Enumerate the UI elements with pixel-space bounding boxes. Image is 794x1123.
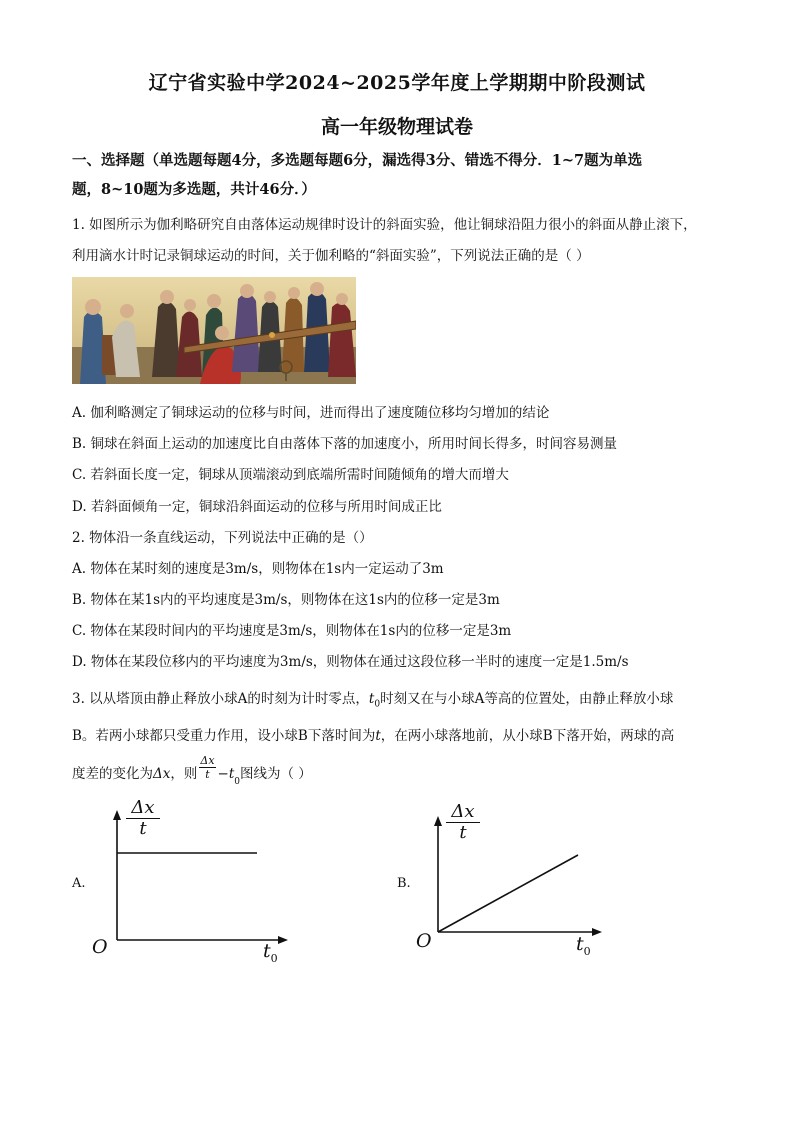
q2-option-d: D. 物体在某段位移内的平均速度为3m/s，则物体在通过这段位移一半时的速度一定是1.5m/s — [72, 654, 629, 670]
q3-stem-3b: ，则 — [170, 766, 198, 782]
q3-stem-1b: 时刻又在与小球A等高的位置处，由静止释放小球 — [380, 691, 674, 707]
q3-t0-symbol-2: t — [228, 766, 235, 782]
graph-b-x-t: t — [576, 933, 584, 955]
graph-b-data-line — [438, 855, 578, 932]
q3-stem-2a: B。若两小球都只受重力作用，设小球B下落时间为 — [72, 728, 376, 744]
q2-option-b: B. 物体在某1s内的平均速度是3m/s，则物体在这1s内的位移一定是3m — [72, 592, 500, 608]
graph-a-origin: O — [92, 936, 108, 958]
q1-option-d: D. 若斜面倾角一定，铜球沿斜面运动的位移与所用时间成正比 — [72, 499, 442, 515]
q1-option-a: A. 伽利略测定了铜球运动的位移与时间，进而得出了速度随位移均匀增加的结论 — [72, 405, 550, 421]
q3-stem-3c: 图线为（ ） — [240, 766, 312, 782]
section-heading — [72, 146, 722, 204]
exam-title: 辽宁省实验中学2024~2025学年度上学期期中阶段测试 — [148, 72, 646, 94]
graph-b-x-sub: 0 — [583, 944, 591, 958]
q3-fraction-denominator: t — [205, 768, 210, 781]
q2-option-a: A. 物体在某时刻的速度是3m/s，则物体在1s内一定运动了3m — [72, 561, 444, 577]
graph-b-y-den: t — [459, 822, 467, 843]
q3-stem-line1 — [72, 687, 673, 710]
graph-a-x-arrow — [278, 936, 288, 944]
graph-a-y-label — [126, 798, 160, 839]
q1-stem-line1: 1. 如图所示为伽利略研究自由落体运动规律时设计的斜面实验，他让铜球沿阻力很小的斜面从静止滚下， — [72, 217, 697, 233]
q3-t0-symbol: t — [368, 691, 375, 707]
q3-fraction — [199, 754, 215, 781]
q3-fraction-numerator: Δx — [200, 754, 215, 767]
q3-stem-line2 — [72, 724, 674, 744]
q3-t-symbol: t — [375, 728, 381, 744]
q3-t0-subscript: 0 — [374, 699, 381, 710]
q3-stem-2b: ，在两小球落地前，从小球B下落开始，两球的高 — [380, 728, 675, 744]
q1-stem-line2: 利用滴水计时记录铜球运动的时间，关于伽利略的“斜面实验”，下列说法正确的是（ ） — [72, 248, 590, 264]
q3-stem-3a: 度差的变化为 — [72, 766, 153, 782]
section-heading-line1: 一、选择题（单选题每题4分，多选题每题6分，漏选得3分、错选不得分．1~7题为单选 — [72, 152, 643, 169]
section-heading-line2: 题，8~10题为多选题，共计46分．） — [72, 181, 316, 198]
graph-b-y-num: Δx — [446, 802, 480, 823]
galileo-incline-illustration — [72, 277, 356, 384]
q1-option-b: B. 铜球在斜面上运动的加速度比自由落体下落的加速度小，所用时间长得多，时间容易测量 — [72, 436, 618, 452]
graph-a-x-label — [263, 940, 278, 965]
q3-stem-1a: 3. 以从塔顶由静止释放小球A的时刻为计时零点， — [72, 691, 369, 707]
q1-option-c: C. 若斜面长度一定，铜球从顶端滚动到底端所需时间随倾角的增大而增大 — [72, 467, 509, 483]
q3-minus: − — [217, 766, 229, 782]
q2-option-c: C. 物体在某段时间内的平均速度是3m/s，则物体在1s内的位移一定是3m — [72, 623, 512, 639]
graph-a-x-t: t — [263, 940, 271, 962]
graph-a-y-den: t — [139, 818, 147, 839]
graph-a-option-label: A. — [72, 876, 86, 891]
q3-t0-subscript-2: 0 — [234, 776, 241, 787]
graph-b-origin: O — [416, 930, 432, 952]
q3-stem-line3 — [72, 754, 312, 787]
graph-a-y-num: Δx — [126, 798, 160, 819]
graph-b-x-arrow — [592, 928, 602, 936]
q2-stem: 2. 物体沿一条直线运动，下列说法中正确的是（） — [72, 530, 373, 546]
graph-b-x-label — [576, 933, 591, 958]
graph-a-x-sub: 0 — [270, 951, 278, 965]
graph-a — [90, 808, 290, 968]
graph-b-y-label — [446, 802, 480, 843]
graph-b-option-label: B. — [397, 876, 411, 891]
galileo-illustration-image — [72, 277, 356, 384]
graph-b-y-arrow — [434, 816, 442, 826]
q3-dx-symbol: Δx — [153, 766, 171, 782]
exam-subtitle: 高一年级物理试卷 — [320, 116, 473, 138]
graph-a-y-arrow — [113, 810, 121, 820]
